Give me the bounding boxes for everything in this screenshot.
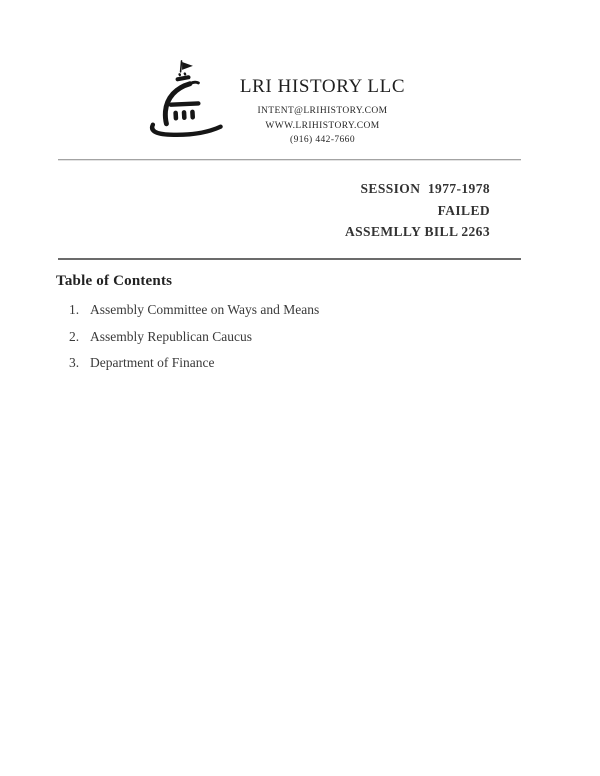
- letterhead-text: [230, 76, 415, 148]
- toc-title: Table of Contents: [56, 273, 173, 289]
- toc-item: [69, 329, 319, 344]
- toc-item: [69, 302, 319, 317]
- letterhead: [146, 58, 415, 148]
- toc-item-number: 3.: [69, 355, 80, 370]
- toc-item-label: Department of Finance: [90, 355, 215, 370]
- company-email: INTENT@LRIHISTORY.COM: [257, 106, 388, 116]
- session-line: SESSION 1977-1978: [360, 181, 490, 196]
- horizontal-rule-top: [58, 159, 521, 161]
- company-phone: (916) 442-7660: [290, 135, 355, 145]
- toc-item-label: Assembly Committee on Ways and Means: [90, 302, 320, 317]
- toc-item-number: 2.: [69, 328, 80, 344]
- company-name: LRI HISTORY LLC: [239, 76, 406, 97]
- toc-item-label: Assembly Republican Caucus: [90, 328, 252, 344]
- case-info-block: [345, 178, 490, 243]
- company-website: WWW.LRIHISTORY.COM: [265, 120, 380, 131]
- toc-item: [69, 355, 319, 370]
- horizontal-rule-bottom: [58, 258, 521, 260]
- status-line: FAILED: [437, 202, 490, 218]
- toc-list: [69, 302, 319, 382]
- toc-item-number: 1.: [69, 302, 80, 317]
- capitol-dome-logo-icon: [146, 58, 226, 142]
- bill-line: ASSEMLLY BILL 2263: [344, 224, 490, 239]
